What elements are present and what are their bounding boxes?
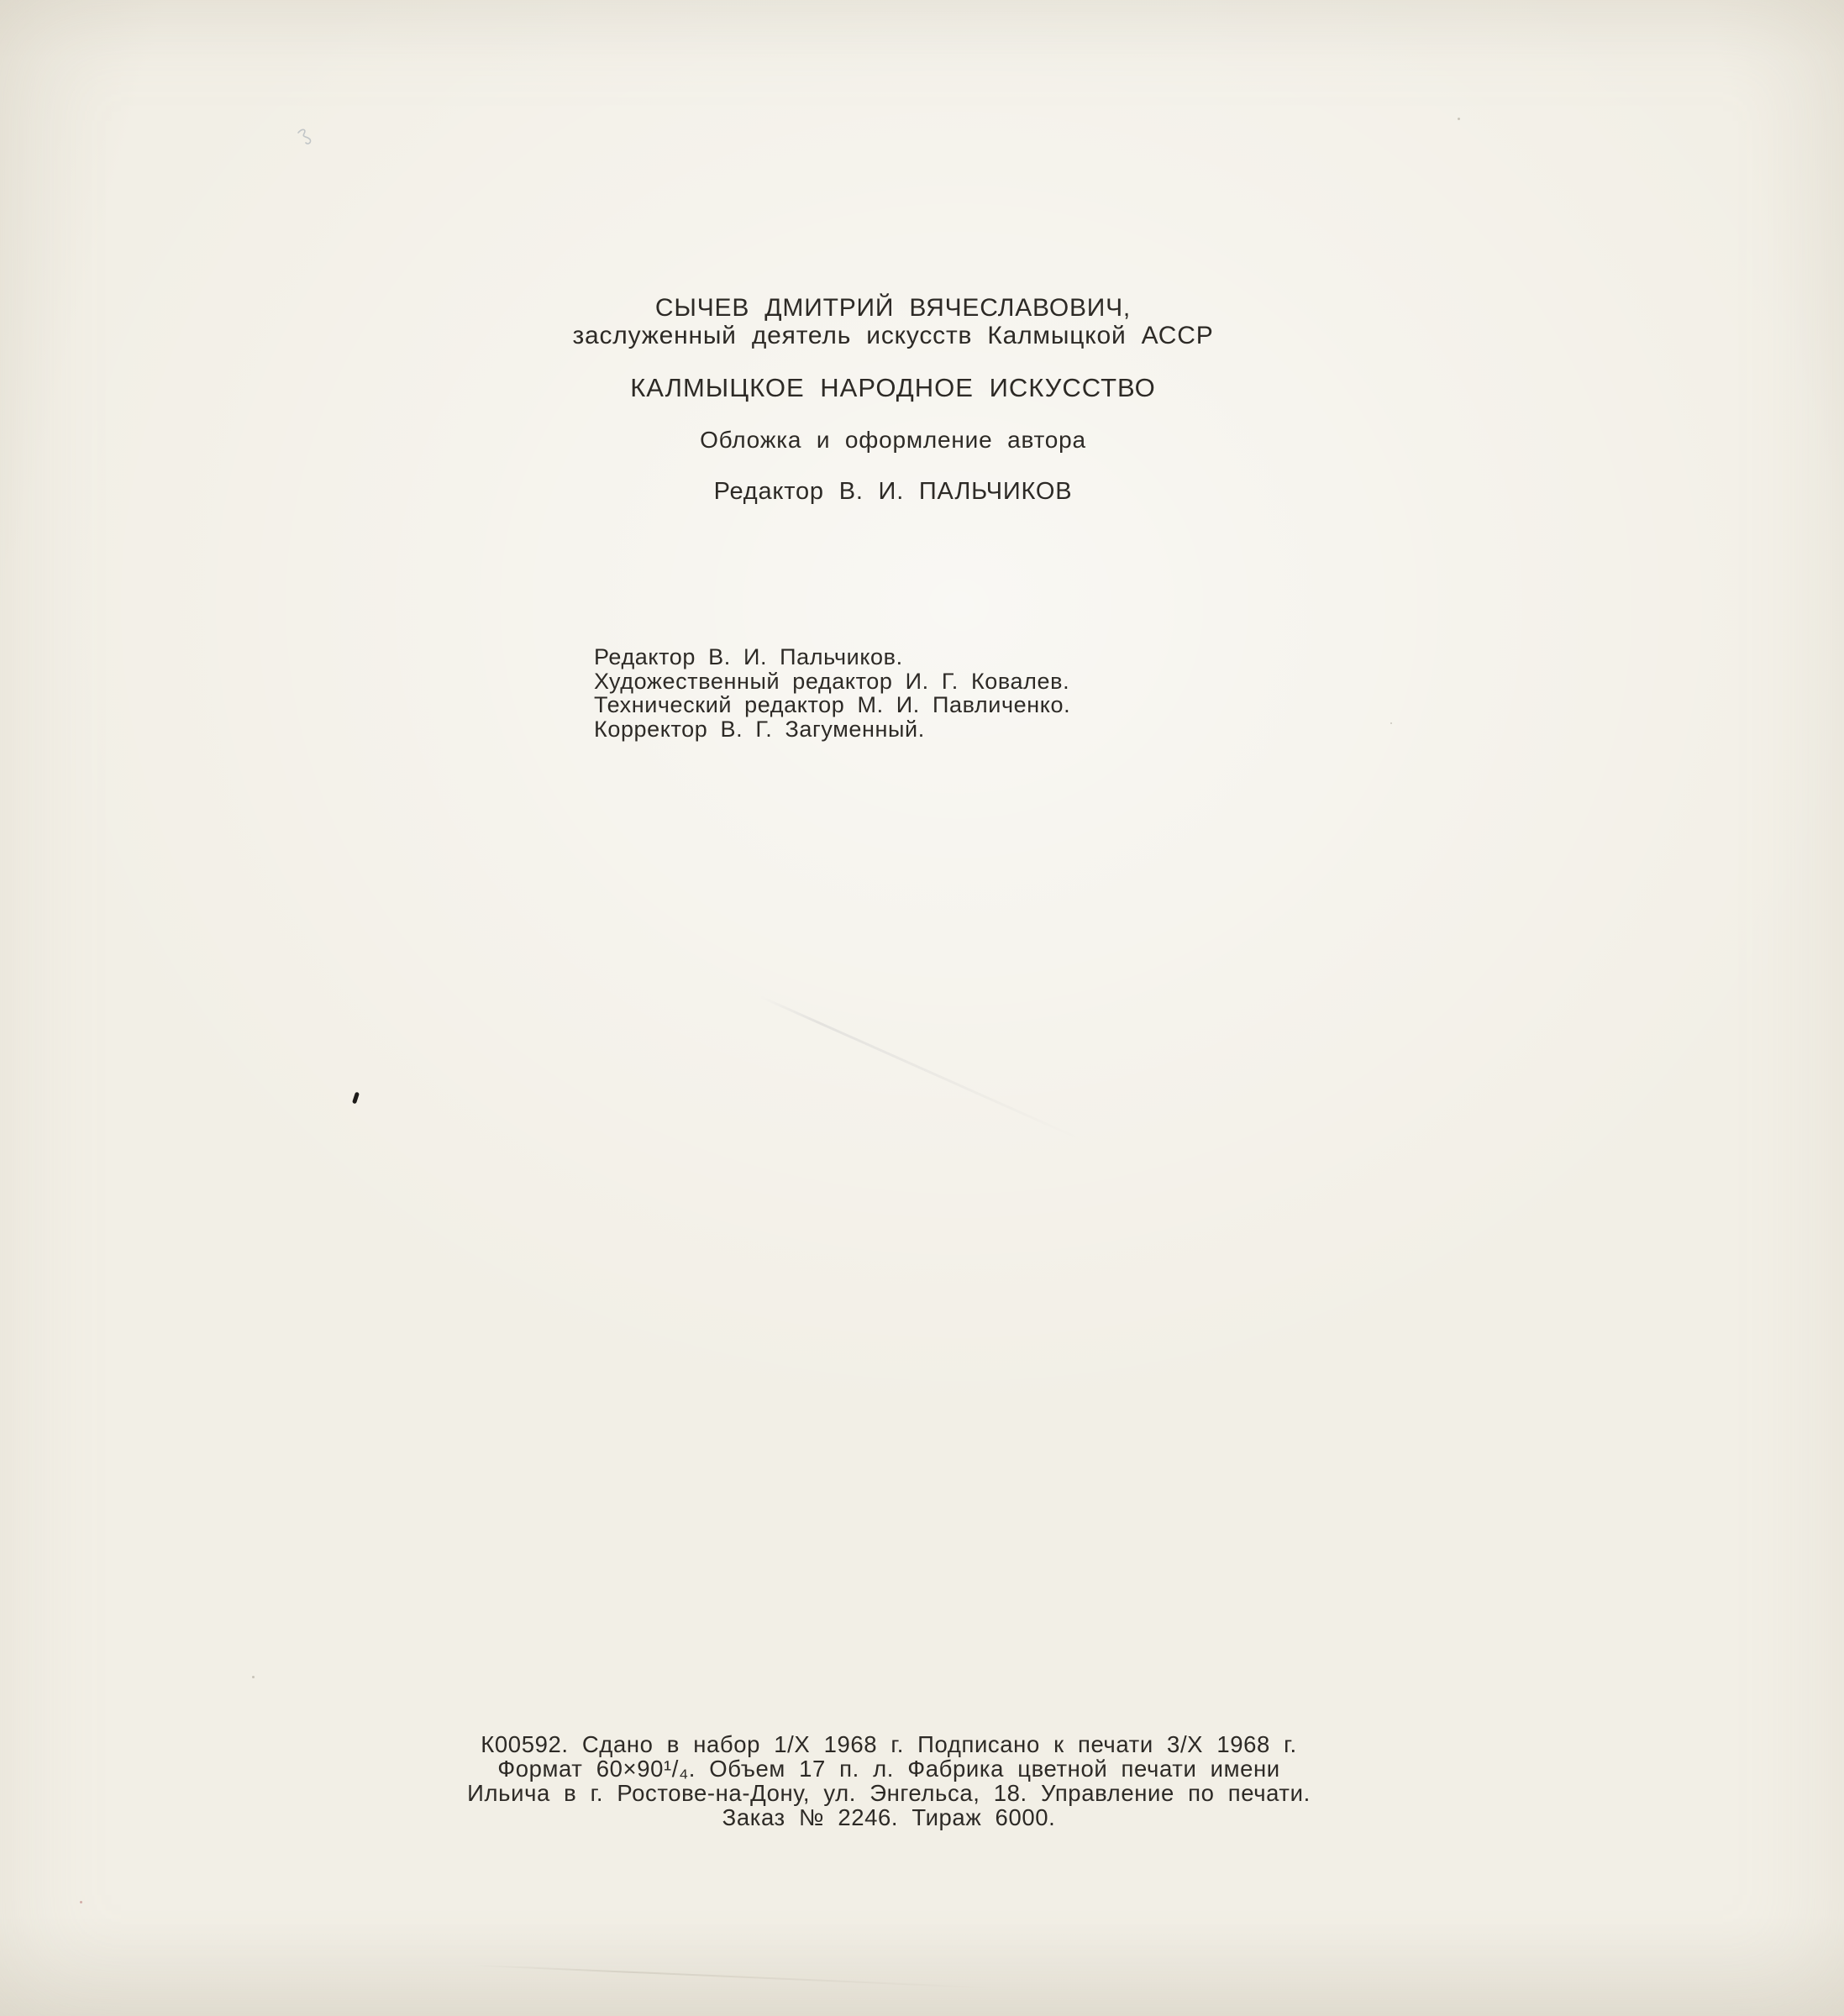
paper-crease-bottom (470, 1964, 990, 1988)
paper-speck (252, 1676, 255, 1678)
paper-speck (1390, 722, 1392, 724)
staff-credits-block (594, 645, 1070, 741)
author-honorific: заслуженный деятель искусств Калмыцкой АССР (572, 322, 1214, 349)
paper-speck (1458, 118, 1460, 120)
staff-line-art-editor: Художественный редактор И. Г. Ковалев. (594, 668, 1070, 694)
staff-line-technical-editor: Технический редактор М. И. Павличенко. (594, 692, 1071, 717)
editor-credit: Редактор В. И. ПАЛЬЧИКОВ (713, 478, 1073, 505)
cover-design-credit: Обложка и оформление автора (700, 427, 1086, 453)
ink-speck-mark (352, 1092, 360, 1105)
paper-crease-middle (759, 995, 1083, 1142)
imprint-line-typeset-dates: К00592. Сдано в набор 1/X 1968 г. Подписано к печати 3/X 1968 г. (481, 1731, 1297, 1757)
paper-speck (80, 1901, 82, 1903)
author-name: СЫЧЕВ ДМИТРИЙ ВЯЧЕСЛАВОВИЧ, (654, 294, 1132, 322)
imprint-block (427, 1732, 1351, 1830)
staff-line-editor: Редактор В. И. Пальчиков. (594, 644, 903, 669)
staff-line-proofreader: Корректор В. Г. Загуменный. (594, 716, 925, 742)
imprint-line-format-volume: Формат 60×90¹/₄. Объем 17 п. л. Фабрика цветной печати имени (497, 1756, 1280, 1782)
pencil-squiggle-mark (296, 126, 318, 148)
imprint-line-printer-address: Ильича в г. Ростове-на-Дону, ул. Энгельса, 18. Управление по печати. (467, 1780, 1311, 1806)
book-title: КАЛМЫЦКОЕ НАРОДНОЕ ИСКУССТВО (630, 373, 1156, 402)
imprint-line-order-print-run: Заказ № 2246. Тираж 6000. (722, 1804, 1056, 1830)
